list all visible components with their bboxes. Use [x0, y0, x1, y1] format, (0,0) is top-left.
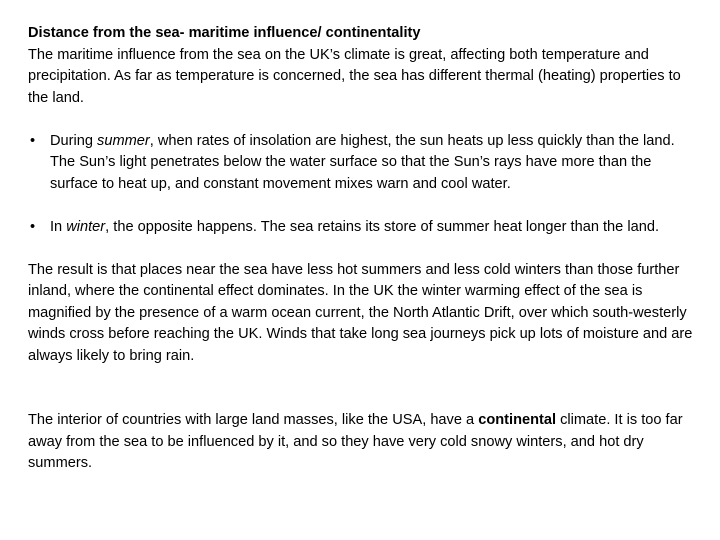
- intro-paragraph: The maritime influence from the sea on the UK’s climate is great, affecting both temperature and precipitation. As far as temperature is concerned, the sea has different thermal (heating) properties to the land.: [28, 46, 681, 106]
- interior-paragraph: [28, 410, 698, 475]
- continental-term: continental: [478, 412, 557, 428]
- bullet-emphasis-winter: winter: [66, 218, 106, 235]
- bullet-list: [28, 131, 698, 239]
- bullet-item-summer: [28, 131, 698, 196]
- bullet-text-before: During: [50, 132, 98, 149]
- bullet-text-before: In: [50, 218, 67, 235]
- bullet-marker: •: [30, 218, 36, 235]
- bullet-text-after: , when rates of insolation are highest, the sun heats up less quickly than the land. The Sun’s light penetrates below the water surface so that the Sun’s rays have more than the surface to heat up, and constant movement mixes warn and cool water.: [50, 132, 675, 192]
- interior-text-after: climate. It is too far away from the sea to be influenced by it, and so they have very cold snowy winters, and hot dry summers.: [28, 412, 683, 471]
- bullet-emphasis-summer: summer: [97, 132, 150, 149]
- result-paragraph: The result is that places near the sea have less hot summers and less cold winters than those further inland, where the continental effect dominates. In the UK the winter warming effect of the sea is magnified by the presence of a warm ocean current, the North Atlantic Drift, over which south-westerly winds cross before reaching the UK. Winds that take long sea journeys pick up lots of moisture and are always likely to bring rain.: [28, 261, 693, 364]
- interior-text-before: The interior of countries with large land masses, like the USA, have a: [28, 412, 479, 428]
- bullet-marker: •: [30, 132, 36, 149]
- section-heading: Distance from the sea- maritime influence/ continentality: [28, 25, 421, 41]
- document-page: [28, 23, 698, 475]
- bullet-text-after: , the opposite happens. The sea retains its store of summer heat longer than the land.: [105, 218, 659, 235]
- bullet-item-winter: [28, 217, 698, 239]
